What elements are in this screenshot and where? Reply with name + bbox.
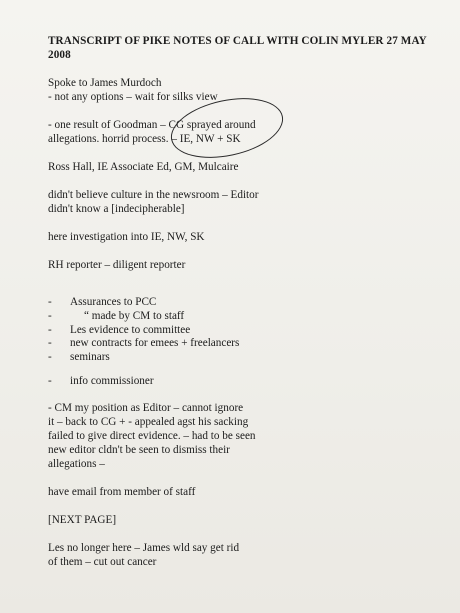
list-dash: - [48, 323, 52, 336]
note-line: - not any options – wait for silks view [48, 91, 218, 103]
note-line: here investigation into IE, NW, SK [48, 231, 205, 243]
note-line: didn't believe culture in the newsroom – Editor [48, 189, 259, 201]
note-paragraph [48, 118, 430, 146]
note-paragraph [48, 258, 430, 272]
list-dash: - [48, 296, 52, 308]
note-line: it – back to CG + - appealed agst his sacking [48, 415, 249, 428]
note-line: allegations – [48, 457, 105, 470]
list-dash: - [48, 309, 52, 322]
list-item-text: “ made by CM to staff [84, 309, 185, 322]
note-line: have email from member of staff [48, 485, 196, 498]
note-paragraph [48, 230, 430, 244]
note-line: of them – cut out cancer [48, 555, 157, 568]
note-line: - CM my position as Editor – cannot ignore [48, 401, 244, 414]
note-paragraph [48, 541, 430, 569]
note-line: Spoke to James Murdoch [48, 77, 162, 89]
note-paragraph [48, 485, 430, 499]
list-item [48, 337, 430, 351]
top-section [48, 76, 430, 272]
note-line: new editor cldn't be seen to dismiss their [48, 443, 230, 456]
note-line: failed to give direct evidence. – had to be seen [48, 429, 256, 442]
document-title: TRANSCRIPT OF PIKE NOTES OF CALL WITH COLIN MYLER 27 MAY 2008 [48, 35, 427, 61]
note-paragraph [48, 188, 430, 216]
list-item-text: info commissioner [70, 374, 154, 387]
list-item-text: seminars [70, 351, 110, 364]
list-item [48, 296, 430, 310]
note-paragraph [48, 160, 430, 174]
assurance-list [48, 296, 430, 389]
note-line: [NEXT PAGE] [48, 513, 117, 526]
note-paragraph [48, 401, 430, 471]
list-item [48, 324, 430, 338]
list-item-text: new contracts for emees + freelancers [70, 337, 240, 350]
note-line: Les no longer here – James wld say get rid [48, 541, 240, 554]
note-paragraph [48, 513, 430, 527]
list-dash: - [48, 337, 52, 350]
bottom-section [48, 401, 430, 569]
list-dash: - [48, 374, 52, 387]
list-item-text: Assurances to PCC [70, 296, 157, 308]
list-item [48, 310, 430, 324]
note-line: didn't know a [indecipherable] [48, 203, 185, 215]
note-line: allegations. horrid process. – IE, NW + SK [48, 133, 241, 145]
note-line: RH reporter – diligent reporter [48, 259, 186, 271]
note-line: Ross Hall, IE Associate Ed, GM, Mulcaire [48, 161, 239, 173]
list-item [48, 375, 430, 389]
list-item [48, 351, 430, 365]
list-item-text: Les evidence to committee [70, 323, 191, 336]
note-paragraph [48, 76, 430, 104]
note-line: - one result of Goodman – CG sprayed around [48, 119, 256, 131]
list-dash: - [48, 351, 52, 364]
